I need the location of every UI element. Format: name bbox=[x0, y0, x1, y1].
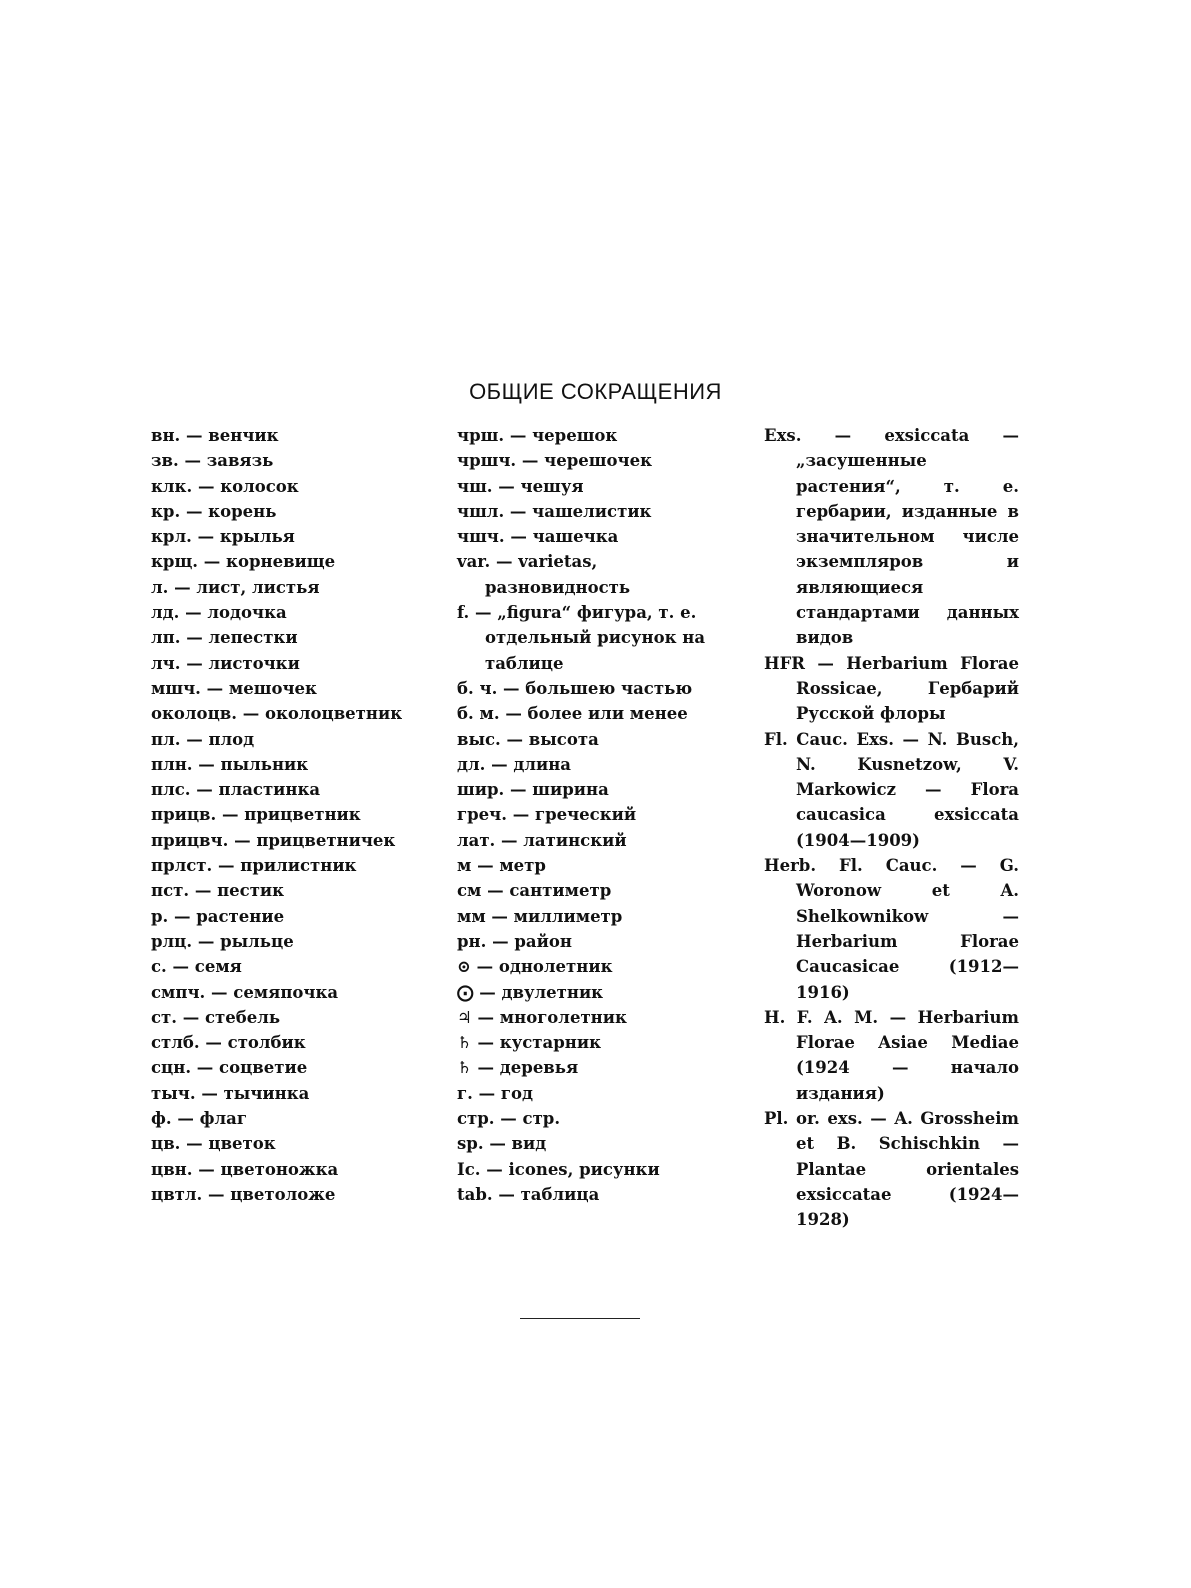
abbreviation-entry: клк. — колосок bbox=[151, 476, 299, 496]
abbreviation-entry: с. — семя bbox=[151, 957, 242, 977]
abbreviation-entry: Herb. Fl. Cauc. — G. Woronow et A. Shelkownikow — Herbarium Florae Caucasicae (1912—1916) bbox=[764, 856, 1019, 1002]
abbreviation-entry: б. ч. — большею частью bbox=[457, 678, 693, 698]
abbreviation-entry: чшч. — чашечка bbox=[457, 527, 619, 547]
abbreviation-entry: tab. — таблица bbox=[457, 1184, 600, 1204]
abbreviation-entry: лч. — листочки bbox=[151, 653, 300, 673]
abbreviation-entry: ⨀ — двулетник bbox=[457, 982, 604, 1002]
abbreviation-entry: прлст. — прилистник bbox=[151, 856, 357, 876]
abbreviations-column-3 bbox=[764, 423, 1019, 1233]
abbreviation-entry: г. — год bbox=[457, 1083, 533, 1103]
abbreviations-column-2 bbox=[457, 423, 707, 1207]
abbreviation-entry: чш. — чешуя bbox=[457, 476, 584, 496]
abbreviation-entry: цв. — цветок bbox=[151, 1134, 276, 1154]
abbreviation-entry: дл. — длина bbox=[457, 754, 572, 774]
abbreviation-entry: б. м. — более или менее bbox=[457, 704, 688, 724]
abbreviation-entry: плс. — пластинка bbox=[151, 780, 321, 800]
abbreviation-entry: тыч. — тычинка bbox=[151, 1083, 310, 1103]
abbreviation-entry: стлб. — столбик bbox=[151, 1033, 306, 1053]
abbreviation-entry: кр. — корень bbox=[151, 501, 277, 521]
abbreviation-entry: стр. — стр. bbox=[457, 1109, 561, 1129]
abbreviation-entry: р. — растение bbox=[151, 906, 285, 926]
abbreviation-entry: мшч. — мешочек bbox=[151, 678, 317, 698]
abbreviation-entry: греч. — греческий bbox=[457, 805, 637, 825]
abbreviation-entry: м — метр bbox=[457, 856, 546, 876]
abbreviations-column-1 bbox=[151, 423, 421, 1207]
abbreviation-entry: Fl. Cauc. Exs. — N. Busch, N. Kusnetzow, V. Markowicz — Flora caucasica exsiccata (1904—1909) bbox=[764, 729, 1019, 850]
abbreviation-entry: вн. — венчик bbox=[151, 426, 279, 445]
abbreviation-entry: зв. — завязь bbox=[151, 451, 274, 471]
abbreviation-entry: Pl. or. exs. — A. Grossheim et B. Schischkin — Plantae orientales exsiccatae (1924—1928) bbox=[764, 1109, 1019, 1230]
abbreviation-entry: смпч. — семяпочка bbox=[151, 982, 339, 1002]
abbreviation-entry: рн. — район bbox=[457, 931, 572, 951]
abbreviation-entry: ♄ — кустарник bbox=[457, 1033, 601, 1053]
abbreviation-entry: сцн. — соцветие bbox=[151, 1058, 308, 1078]
abbreviation-entry: см — сантиметр bbox=[457, 881, 612, 901]
abbreviation-entry: var. — varietas, разновидность bbox=[457, 552, 631, 597]
abbreviation-entry: мм — миллиметр bbox=[457, 906, 623, 926]
abbreviation-entry: Exs. — exsiccata — „засушенные растения“, т. е. гербарии, изданные в значительном числе экземпляров и являющиеся стандартами данных видов bbox=[764, 426, 1019, 648]
abbreviation-entry: цвтл. — цветоложе bbox=[151, 1184, 336, 1204]
abbreviation-entry: крл. — крылья bbox=[151, 527, 295, 547]
abbreviation-entry: лп. — лепестки bbox=[151, 628, 298, 648]
abbreviation-entry: пл. — плод bbox=[151, 729, 255, 749]
abbreviation-entry: ♃ — многолетник bbox=[457, 1007, 627, 1027]
abbreviation-entry: цвн. — цветоножка bbox=[151, 1159, 339, 1179]
abbreviation-entry: прицв. — прицветник bbox=[151, 805, 361, 825]
abbreviation-entry: пст. — пестик bbox=[151, 881, 285, 901]
abbreviation-entry: HFR — Herbarium Florae Rossicae, Гербарий Русской флоры bbox=[764, 653, 1019, 724]
abbreviation-entry: лд. — лодочка bbox=[151, 603, 287, 623]
abbreviation-entry: плн. — пыльник bbox=[151, 754, 309, 774]
abbreviation-entry: л. — лист, листья bbox=[151, 577, 320, 597]
abbreviation-entry: sp. — вид bbox=[457, 1134, 547, 1154]
abbreviation-entry: H. F. A. M. — Herbarium Florae Asiae Mediae (1924 — начало издания) bbox=[764, 1007, 1019, 1103]
abbreviation-entry: Ic. — icones, рисунки bbox=[457, 1159, 660, 1179]
abbreviation-entry: рлц. — рыльце bbox=[151, 931, 294, 951]
abbreviation-entry: ♄ — деревья bbox=[457, 1058, 579, 1078]
abbreviation-entry: крщ. — корневище bbox=[151, 552, 336, 572]
abbreviation-entry: ⊙ — однолетник bbox=[457, 957, 613, 977]
abbreviation-entry: лат. — латинский bbox=[457, 830, 627, 850]
abbreviation-entry: чрш. — черешок bbox=[457, 426, 618, 445]
abbreviation-entry: выс. — высота bbox=[457, 729, 599, 749]
abbreviation-entry: чршч. — черешочек bbox=[457, 451, 652, 471]
abbreviation-entry: околоцв. — околоцветник bbox=[151, 704, 403, 724]
page-title: ОБЩИЕ СОКРАЩЕНИЯ bbox=[469, 379, 722, 404]
abbreviation-entry: f. — „figura“ фигура, т. е. отдельный рисунок на таблице bbox=[457, 603, 706, 673]
abbreviation-entry: прицвч. — прицветничек bbox=[151, 830, 396, 850]
end-divider bbox=[520, 1318, 640, 1319]
abbreviation-entry: чшл. — чашелистик bbox=[457, 501, 652, 521]
abbreviation-entry: ст. — стебель bbox=[151, 1007, 281, 1027]
abbreviation-entry: шир. — ширина bbox=[457, 780, 609, 800]
abbreviation-entry: ф. — флаг bbox=[151, 1109, 247, 1129]
